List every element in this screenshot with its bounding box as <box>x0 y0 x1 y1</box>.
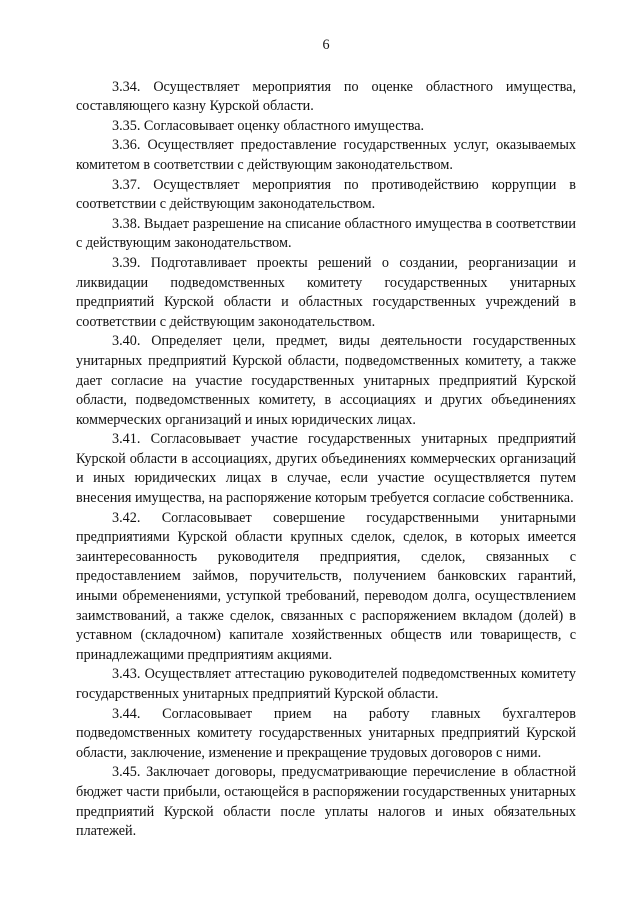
clause-3-44: 3.44. Согласовывает прием на работу главных бухгалтеров подведомственных комитету государственных унитарных предприятий Курской области, заключение, изменение и прекращение трудовых договоров с ними. <box>76 705 576 761</box>
clause-3-42: 3.42. Согласовывает совершение государственными унитарными предприятиями Курской области крупных сделок, сделок, в которых имеется заинтересованность руководителя предприятия, сделок, связанных с предоставлением займов, поручительств, получением банковских гарантий, иными обременениями, уступкой требований, переводом долга, осуществлением заимствований, а также сделок, связанных с распоряжением вкладом (долей) в уставном (складочном) капитале хозяйственных обществ или товариществ, с принадлежащими предприятиям акциями. <box>76 509 576 663</box>
clause-3-36: 3.36. Осуществляет предоставление государственных услуг, оказываемых комитетом в соответствии с действующим законодательством. <box>76 137 576 173</box>
clause-3-39: 3.39. Подготавливает проекты решений о создании, реорганизации и ликвидации подведомственных комитету государственных унитарных предприятий Курской области и областных государственных учреждений в соответствии с действующим законодательством. <box>76 254 576 330</box>
clause-3-35: 3.35. Согласовывает оценку областного имущества. <box>112 117 425 134</box>
clause-3-40: 3.40. Определяет цели, предмет, виды деятельности государственных унитарных предприятий Курской области, подведомственных комитету, а также дает согласие на участие государственных унитарных предприятий Курской области, подведомственных комитету, в ассоциациях и других объединениях коммерческих организаций и иных юридических лицах. <box>76 333 576 428</box>
clause-3-43: 3.43. Осуществляет аттестацию руководителей подведомственных комитету государственных унитарных предприятий Курской области. <box>76 666 576 702</box>
page-number: 6 <box>322 37 330 53</box>
clause-3-45: 3.45. Заключает договоры, предусматривающие перечисление в областной бюджет части прибыли, остающейся в распоряжении государственных унитарных предприятий Курской области после уплаты налогов и иных обязательных платежей. <box>76 764 576 840</box>
clause-3-34: 3.34. Осуществляет мероприятия по оценке областного имущества, составляющего казну Курской области. <box>76 78 576 115</box>
clause-3-37: 3.37. Осуществляет мероприятия по противодействию коррупции в соответствии с действующим законодательством. <box>76 176 576 213</box>
clause-3-41: 3.41. Согласовывает участие государственных унитарных предприятий Курской области в ассоциациях, других объединениях коммерческих организаций и иных юридических лицах в случае, если участие осуществляется путем внесения имущества, на распоряжение которым требуется согласие собственника. <box>76 431 576 507</box>
clause-3-38: 3.38. Выдает разрешение на списание областного имущества в соответствии с действующим законодательством. <box>76 215 576 252</box>
